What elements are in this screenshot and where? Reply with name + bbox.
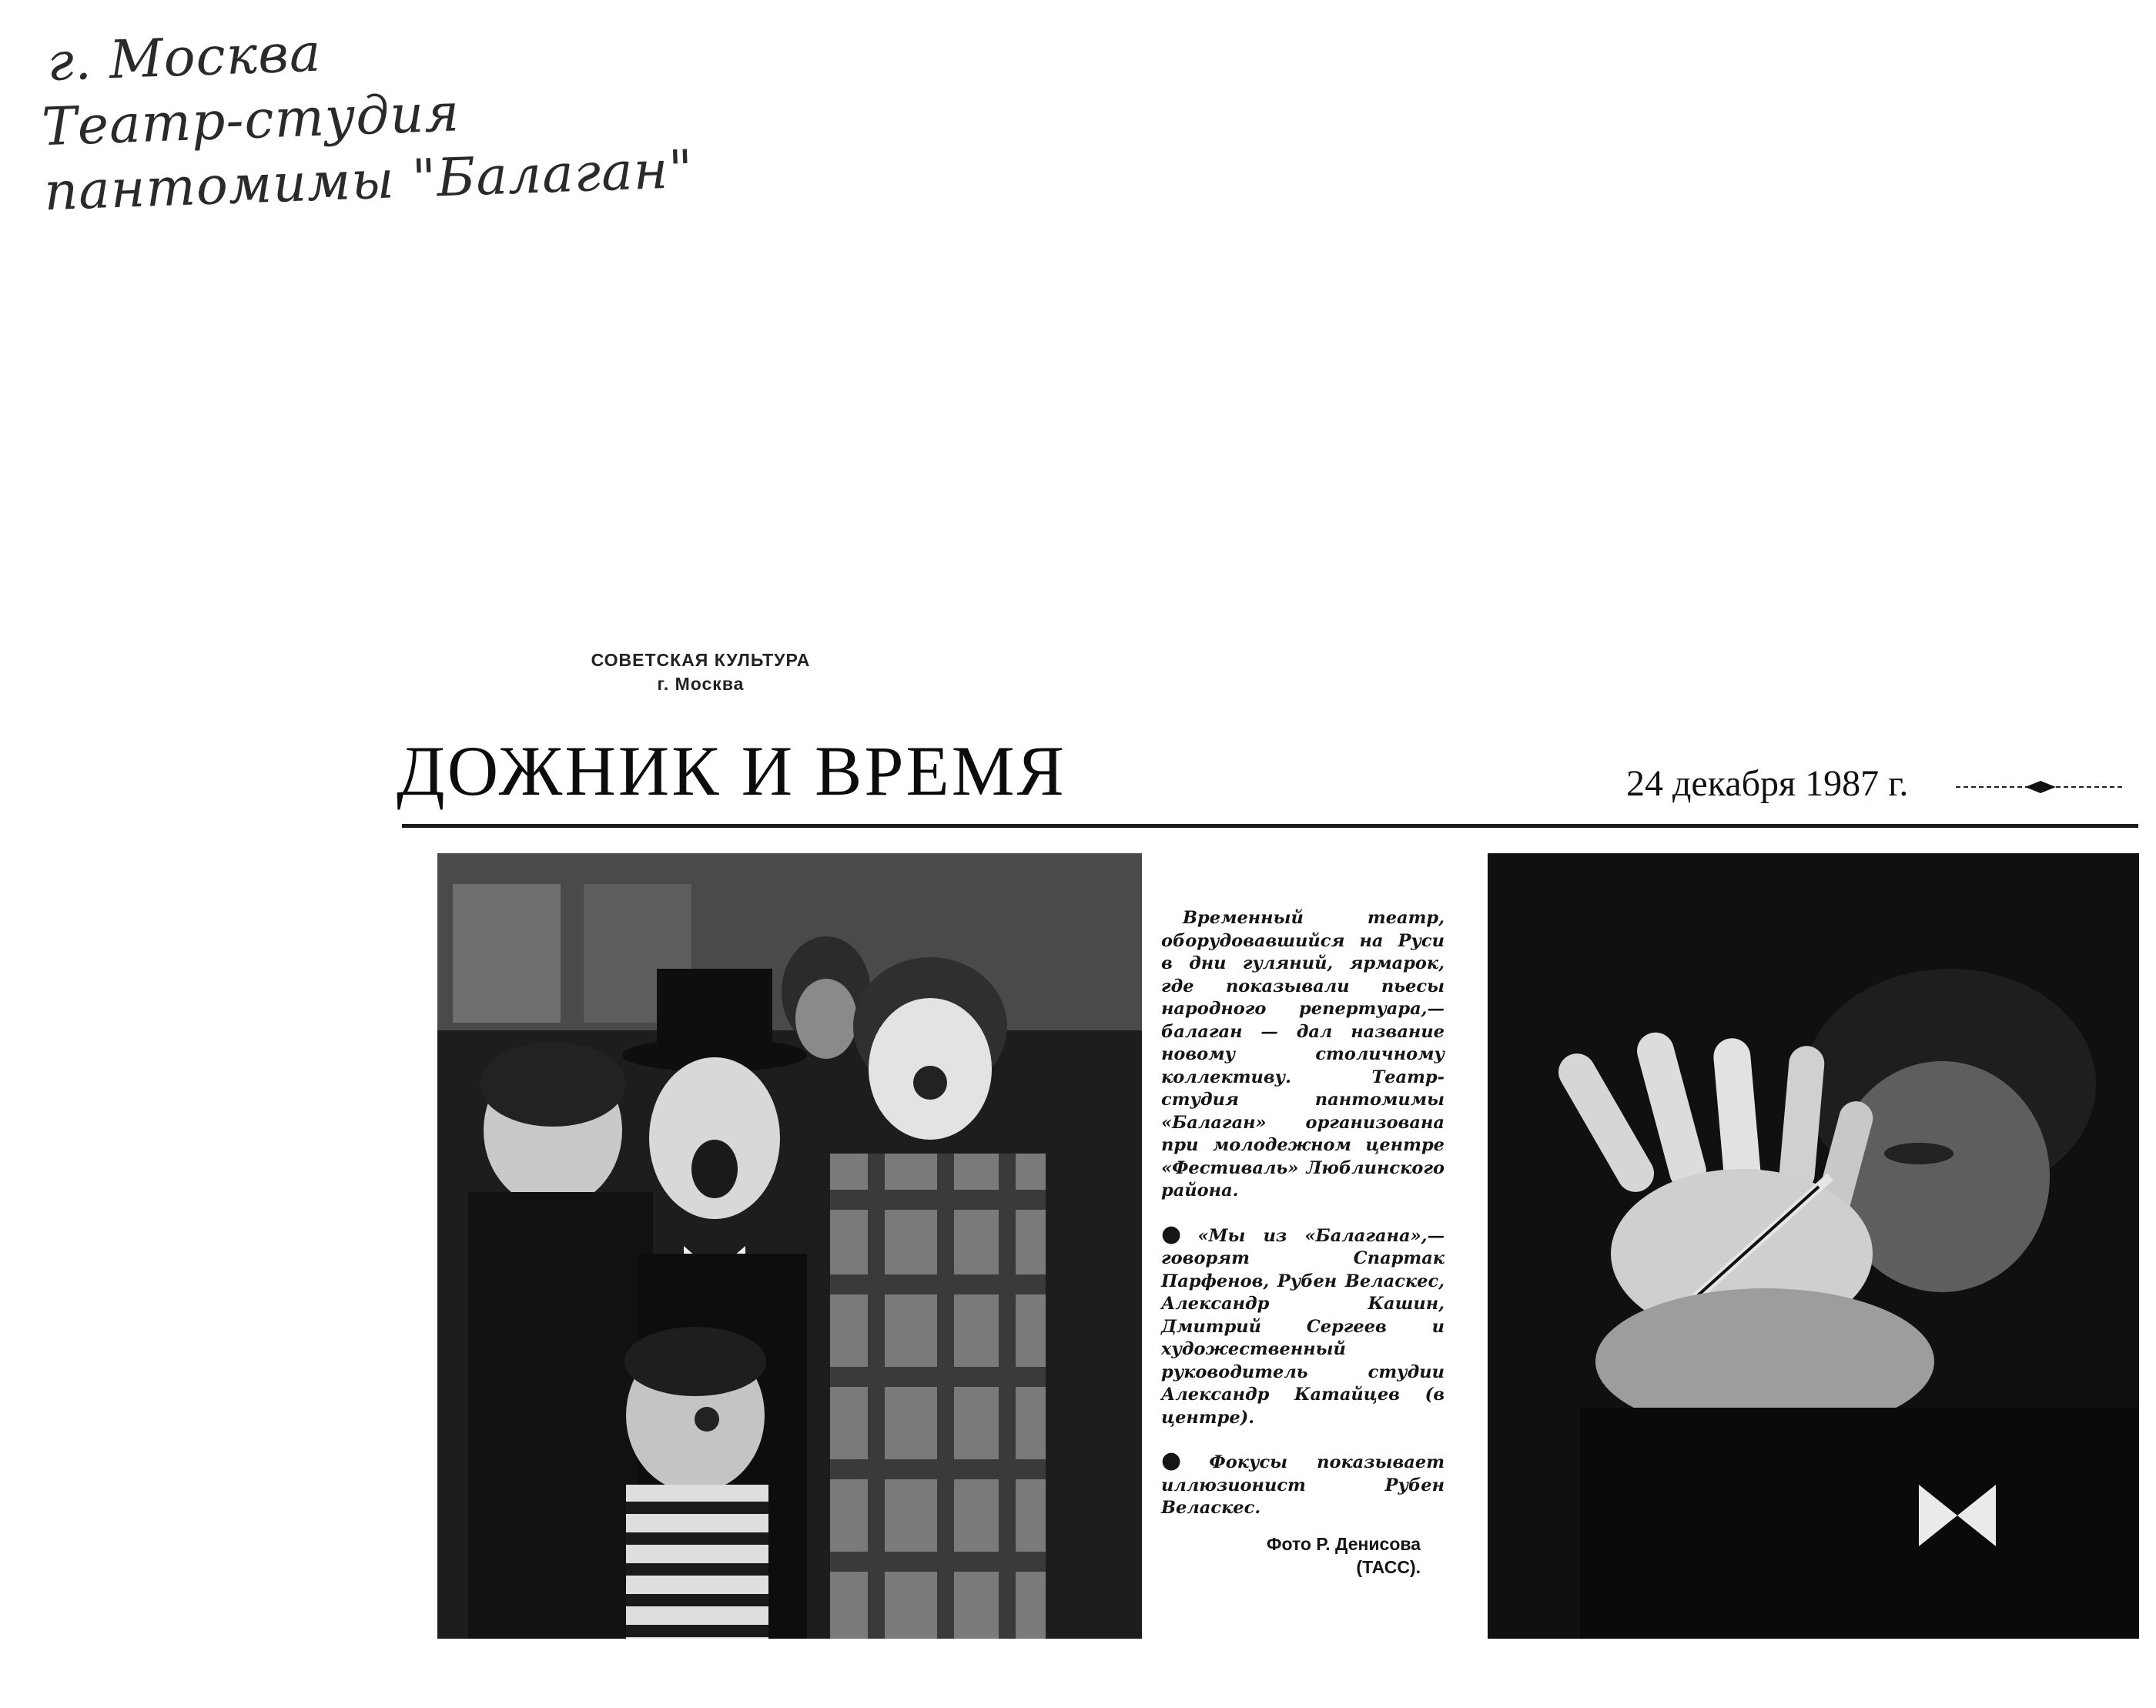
article-headline: ДОЖНИК И ВРЕМЯ	[397, 732, 1066, 810]
photo-credit-agency: (ТАСС).	[1356, 1557, 1421, 1577]
handwritten-theatre: Театр-студия	[41, 82, 461, 159]
photo-clowns-group	[437, 853, 1142, 1639]
headline-rule	[402, 824, 2138, 828]
photo-credit	[1201, 1532, 1421, 1579]
newspaper-stamp	[570, 648, 832, 696]
stamp-city: г. Москва	[657, 674, 745, 694]
bullet-icon: ●	[1161, 1447, 1205, 1474]
caption-right-photo-text: Фокусы показывает иллюзионист Рубен Веласкес.	[1161, 1452, 1445, 1518]
caption-left-photo-text: «Мы из «Балагана»,— говорят Спартак Парфенов, Рубен Веласкес, Александр Кашин, Дмитрий Сергеев и художественный руководитель студии Александр Катайцев (в центре).	[1161, 1225, 1445, 1428]
stamp-newspaper-name: СОВЕТСКАЯ КУЛЬТУРА	[591, 650, 811, 670]
handwritten-note	[41, 10, 695, 225]
bullet-icon: ●	[1161, 1220, 1194, 1248]
article-caption	[1161, 907, 1445, 1540]
caption-left-photo	[1161, 1220, 1445, 1430]
article-date: 24 декабря 1987 г.	[1626, 763, 1909, 804]
ornament-divider-icon	[1956, 779, 2125, 795]
caption-intro: Временный театр, оборудовавшийся на Руси в дни гуляний, ярмарок, где показывали пьесы народного репертуара,— балаган — дал название новому столичному коллективу. Театр-студия пантомимы «Балаган» организована при молодежном центре «Фестиваль» Люблинского района.	[1161, 908, 1445, 1201]
caption-right-photo	[1161, 1449, 1445, 1520]
photo-illusionist	[1488, 853, 2139, 1639]
photo-credit-author: Фото Р. Денисова	[1266, 1534, 1421, 1554]
handwritten-pantomime: пантомимы "Балаган"	[42, 139, 695, 223]
handwritten-city: г. Москва	[46, 22, 323, 93]
